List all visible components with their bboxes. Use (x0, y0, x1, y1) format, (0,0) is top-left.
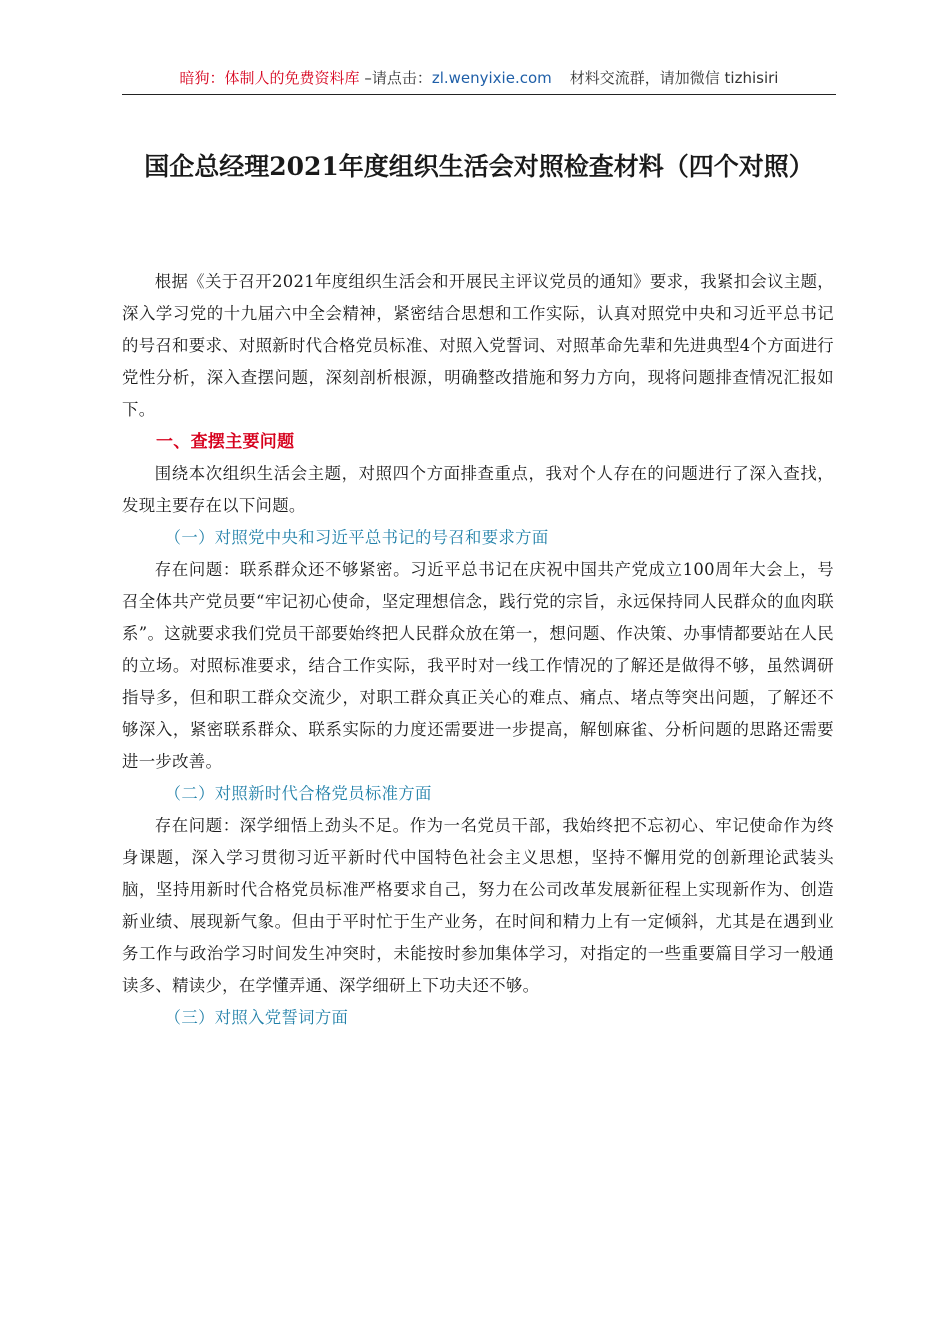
header-url-link[interactable]: zl.wenyixie.com (431, 69, 552, 87)
page-header (122, 66, 836, 95)
subsection-heading-3: （三）对照入党誓词方面 (164, 1008, 349, 1027)
header-brand: 暗狗：体制人的免费资料库 (179, 69, 360, 87)
subsection-heading-2: （二）对照新时代合格党员标准方面 (164, 784, 432, 803)
intro-paragraph: 根据《关于召开2021年度组织生活会和开展民主评议党员的通知》要求，我紧扣会议主题，深入学习党的十九届六中全会精神，紧密结合思想和工作实际，认真对照党中央和习近平总书记的号召和要求、对照新时代合格党员标准、对照入党誓词、对照革命先辈和先进典型4个方面进行党性分析，深入查摆问题，深刻剖析根源，明确整改措施和努力方向，现将问题排查情况汇报如下。 (122, 272, 834, 419)
document-body (122, 266, 834, 1034)
document-title: 国企总经理2021年度组织生活会对照检查材料（四个对照） (144, 152, 814, 181)
subsection2-body: 存在问题：深学细悟上劲头不足。作为一名党员干部，我始终把不忘初心、牢记使命作为终身课题，深入学习贯彻习近平新时代中国特色社会主义思想，坚持不懈用党的创新理论武装头脑，坚持用新时代合格党员标准严格要求自己，努力在公司改革发展新征程上实现新作为、创造新业绩、展现新气象。但由于平时忙于生产业务，在时间和精力上有一定倾斜，尤其是在遇到业务工作与政治学习时间发生冲突时，未能按时参加集体学习，对指定的一些重要篇目学习一般通读多、精读少，在学懂弄通、深学细研上下功夫还不够。 (122, 816, 834, 995)
header-contact: 材料交流群，请加微信 tizhisiri (569, 69, 779, 87)
subsection1-body: 存在问题：联系群众还不够紧密。习近平总书记在庆祝中国共产党成立100周年大会上，号召全体共产党员要“牢记初心使命，坚定理想信念，践行党的宗旨，永远保持同人民群众的血肉联系”。这就要求我们党员干部要始终把人民群众放在第一，想问题、作决策、办事情都要站在人民的立场。对照标准要求，结合工作实际，我平时对一线工作情况的了解还是做得不够，虽然调研指导多，但和职工群众交流少，对职工群众真正关心的难点、痛点、堵点等突出问题，了解还不够深入，紧密联系群众、联系实际的力度还需要进一步提高，解刨麻雀、分析问题的思路还需要进一步改善。 (122, 560, 834, 771)
section1-intro-paragraph: 围绕本次组织生活会主题，对照四个方面排查重点，我对个人存在的问题进行了深入查找，发现主要存在以下问题。 (122, 464, 834, 515)
section-heading-1: 一、查摆主要问题 (156, 432, 295, 452)
subsection-heading-1: （一）对照党中央和习近平总书记的号召和要求方面 (164, 528, 549, 547)
header-separator: –请点击： (359, 69, 432, 87)
